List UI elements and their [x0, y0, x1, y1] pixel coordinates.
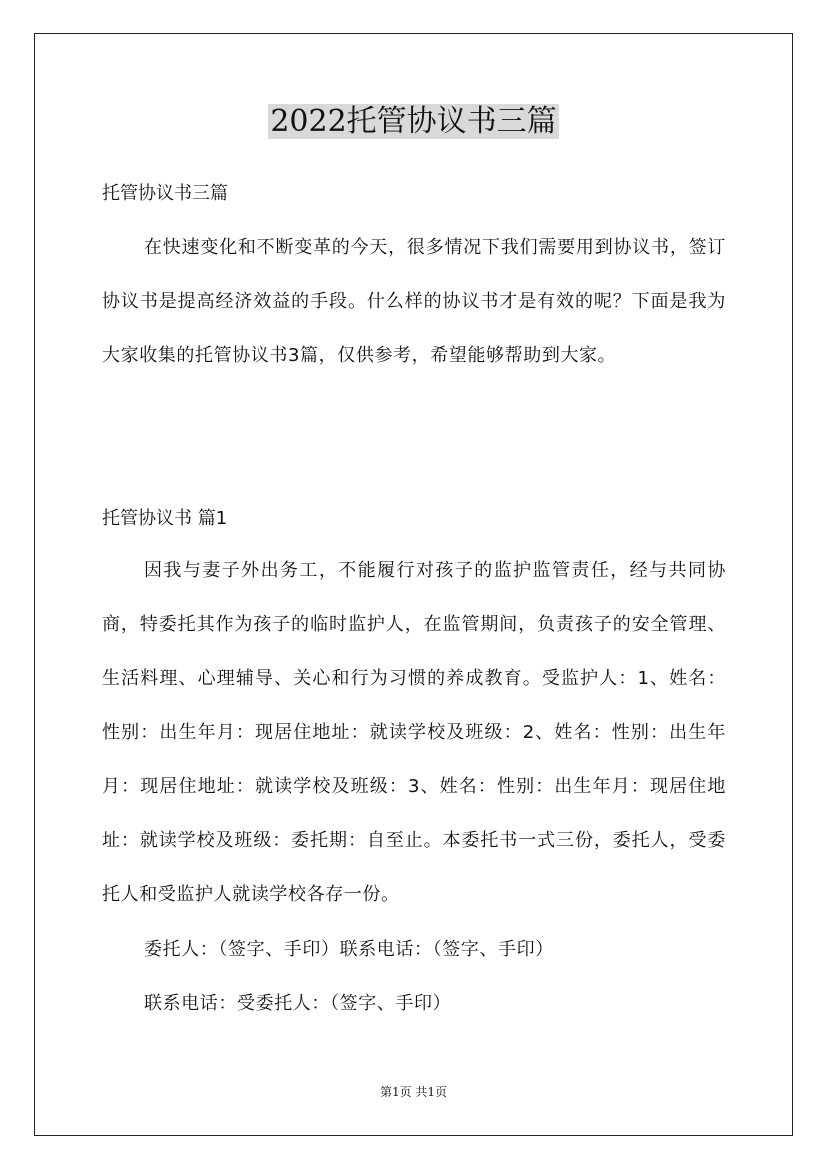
- page-number-footer: 第1页 共1页: [379, 1085, 448, 1099]
- document-title-text: 2022托管协议书三篇: [270, 104, 557, 139]
- section-paragraph: 因我与妻子外出务工，不能履行对孩子的监护监管责任，经与共同协商，特委托其作为孩子的临时监护人，在监管期间，负责孩子的安全管理、生活料理、心理辅导、关心和行为习惯的养成教育。受监护人：1、姓名：性别：出生年月：现居住地址：就读学校及班级：2、姓名：性别：出生年月：现居住地址：就读学校及班级：3、姓名：性别：出生年月：现居住地址：就读学校及班级：委托期：自至止。本委托书一式三份，委托人，受委托人和受监护人就读学校各存一份。: [102, 560, 726, 905]
- document-title: [0, 100, 827, 144]
- intro-paragraph: 在快速变化和不断变革的今天，很多情况下我们需要用到协议书，签订协议书是提高经济效益的手段。什么样的协议书才是有效的呢？下面是我为大家收集的托管协议书3篇，仅供参考，希望能够帮助到大家。: [102, 237, 726, 366]
- signature-line-1: 委托人：（签字、手印）联系电话：（签字、手印）: [144, 939, 554, 960]
- intro-heading: 托管协议书三篇: [102, 183, 228, 204]
- section-heading: 托管协议书 篇1: [102, 508, 228, 529]
- signature-line-2: 联系电话：受委托人：（签字、手印）: [144, 993, 452, 1014]
